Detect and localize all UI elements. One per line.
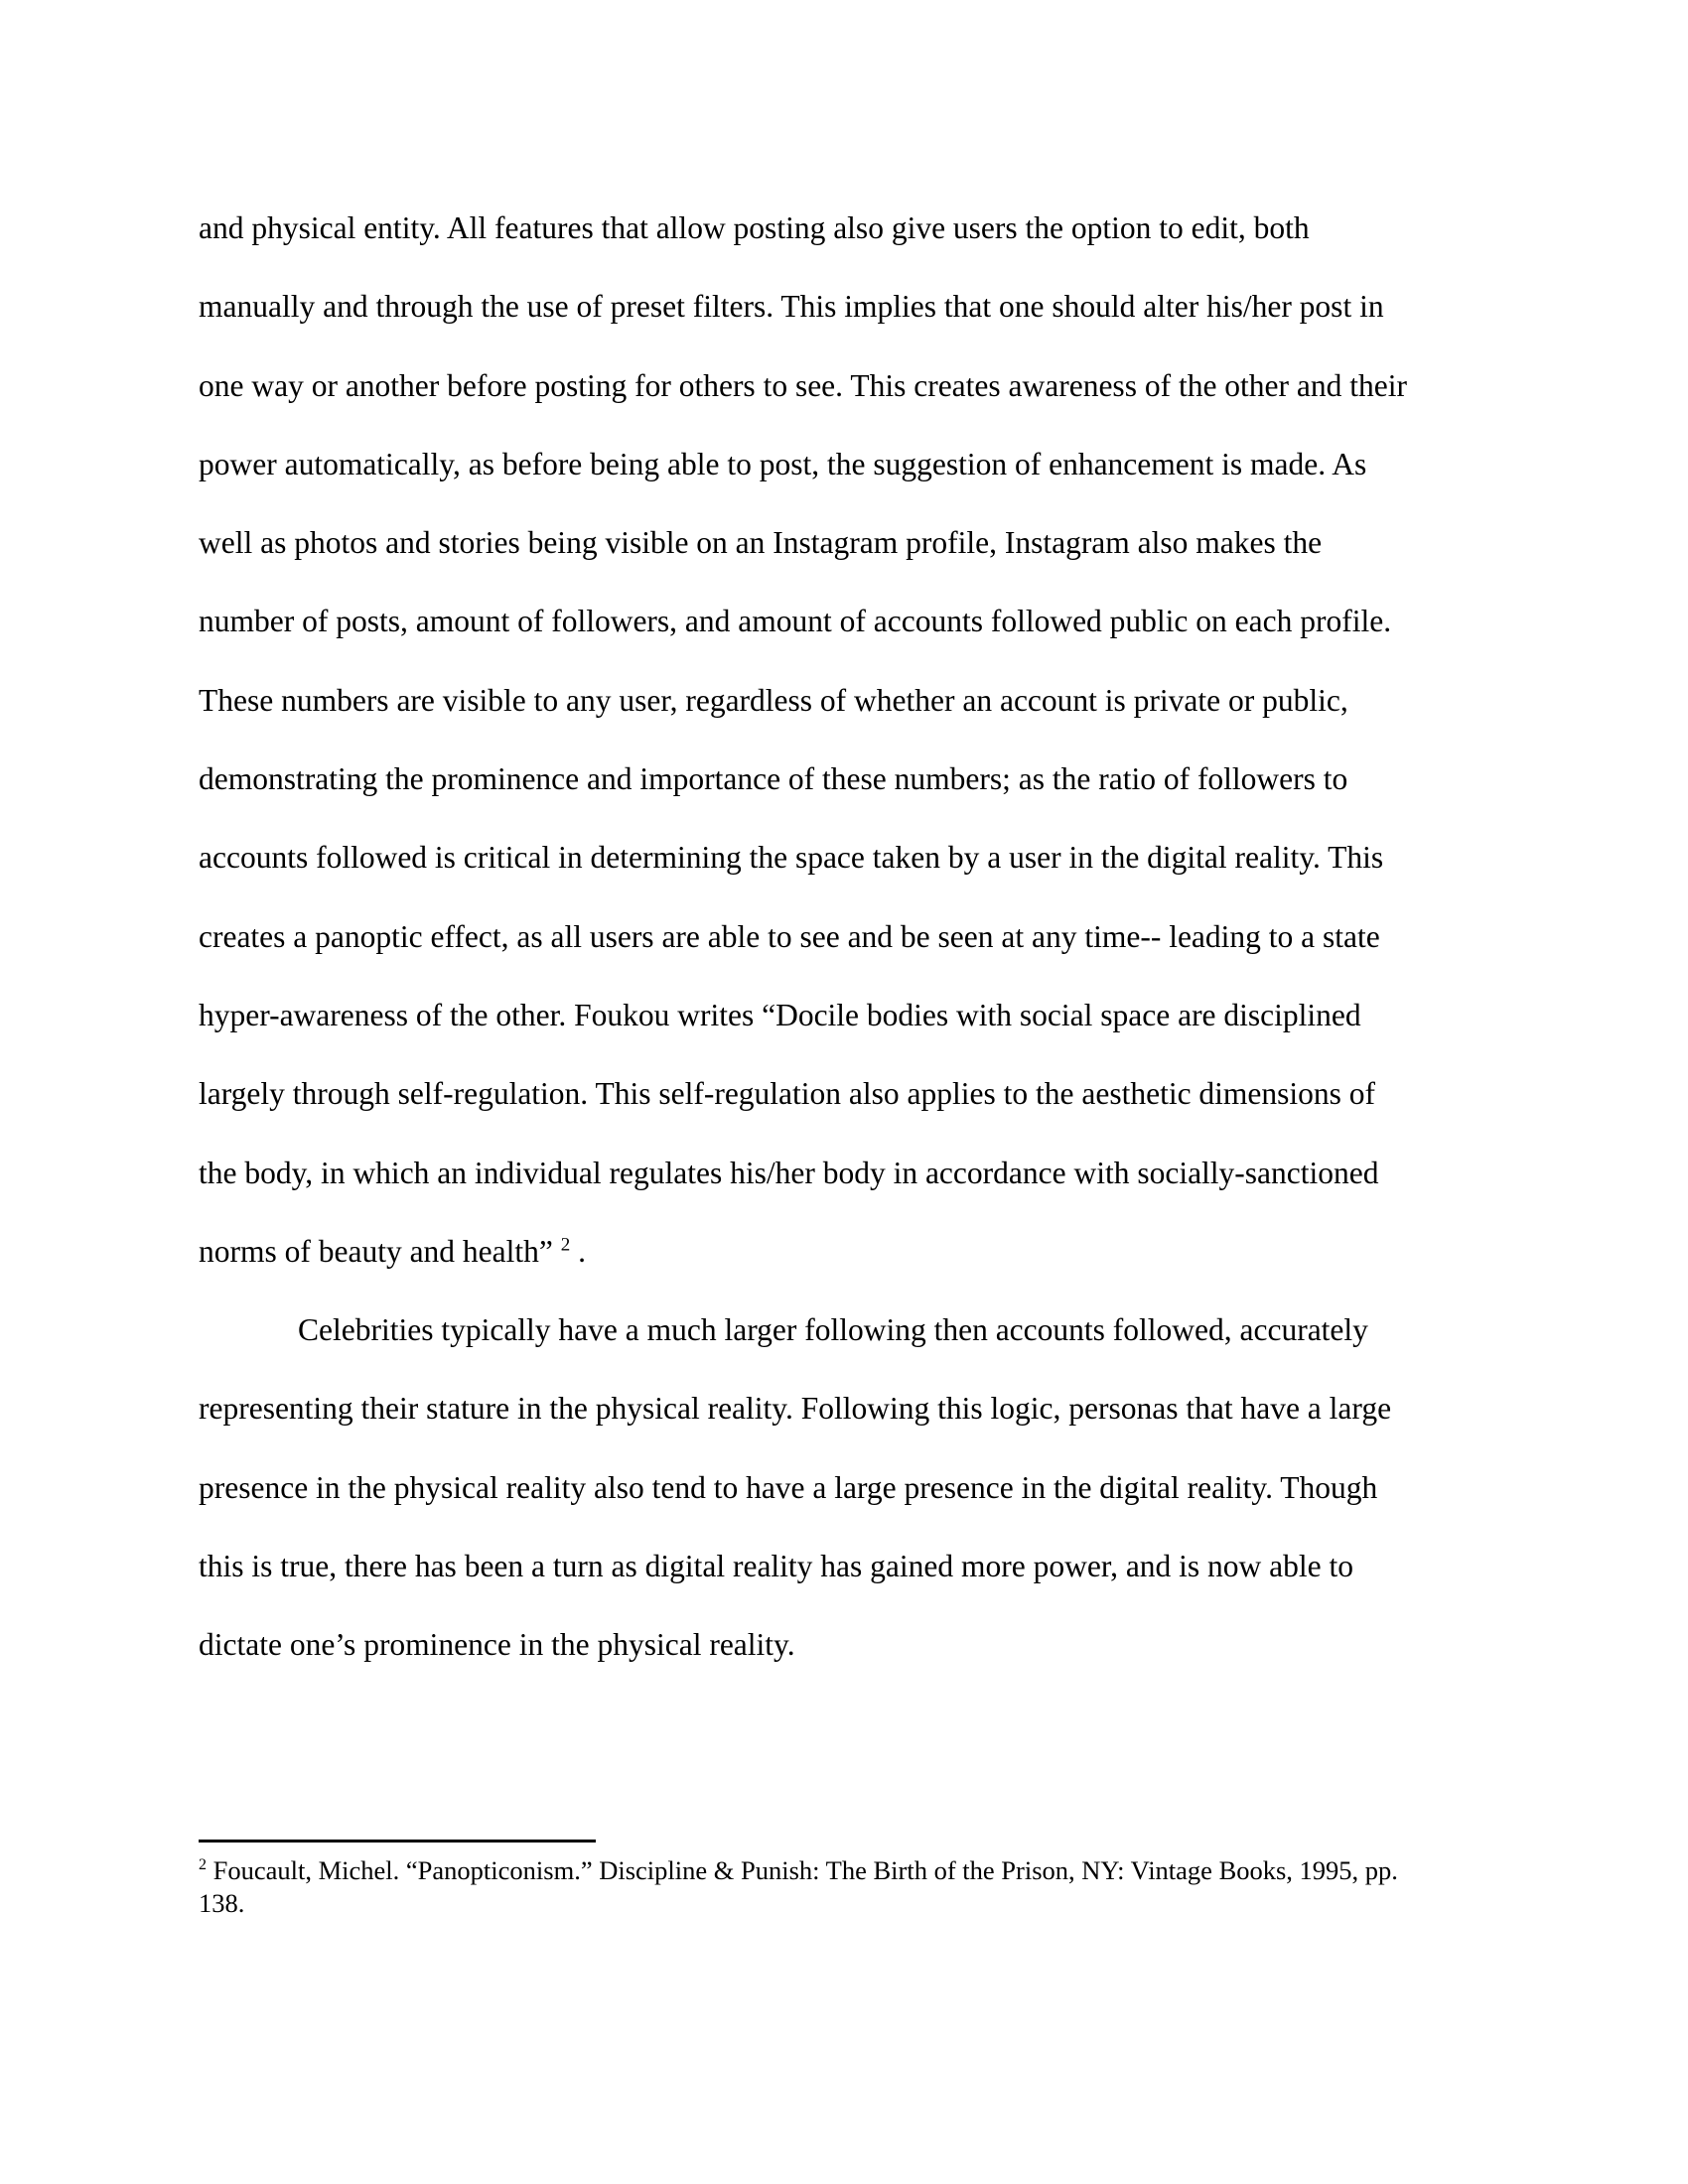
text-line: creates a panoptic effect, as all users are able to see and be seen at any time-- leading to a state <box>199 918 1380 954</box>
text-line: presence in the physical reality also tend to have a large presence in the digital reality. Though <box>199 1469 1378 1505</box>
footnote <box>199 1854 1499 1920</box>
paragraph-1 <box>199 189 1499 1291</box>
text-line: manually and through the use of preset filters. This implies that one should alter his/her post in <box>199 289 1384 325</box>
footnote-mark: 2 <box>199 1856 207 1874</box>
text-line-last <box>199 1212 1499 1291</box>
text-line: one way or another before posting for others to see. This creates awareness of the other and their <box>199 367 1407 403</box>
text-line-content: norms of beauty and health” <box>199 1233 561 1269</box>
text-line: demonstrating the prominence and importance of these numbers; as the ratio of followers to <box>199 761 1348 797</box>
text-line: power automatically, as before being able to post, the suggestion of enhancement is made. As <box>199 446 1367 481</box>
text-line: largely through self-regulation. This self-regulation also applies to the aesthetic dimensions of <box>199 1076 1376 1112</box>
footnote-separator <box>199 1840 596 1843</box>
footnote-line <box>199 1854 1499 1887</box>
footnote-reference[interactable]: 2 <box>560 1234 571 1256</box>
paragraph-2 <box>199 1291 1499 1684</box>
text-line: and physical entity. All features that allow posting also give users the option to edit, both <box>199 210 1310 245</box>
body-text <box>199 189 1499 1685</box>
text-line-end: . <box>570 1233 587 1269</box>
footnote-line: 138. <box>199 1888 245 1918</box>
text-line: number of posts, amount of followers, and amount of accounts followed public on each profile. <box>199 604 1392 639</box>
text-line: representing their stature in the physical reality. Following this logic, personas that have a large <box>199 1391 1392 1427</box>
text-line: accounts followed is critical in determining the space taken by a user in the digital reality. This <box>199 840 1384 876</box>
text-line: the body, in which an individual regulates his/her body in accordance with socially-sanctioned <box>199 1155 1379 1190</box>
footnote-text: Foucault, Michel. “Panopticonism.” Discipline & Punish: The Birth of the Prison, NY: Vintage Books, 1995, pp. <box>207 1855 1398 1885</box>
text-line: this is true, there has been a turn as digital reality has gained more power, and is now able to <box>199 1549 1354 1584</box>
text-line: These numbers are visible to any user, regardless of whether an account is private or public, <box>199 682 1348 718</box>
text-line: hyper-awareness of the other. Foukou writes “Docile bodies with social space are disciplined <box>199 997 1361 1032</box>
text-line: well as photos and stories being visible on an Instagram profile, Instagram also makes the <box>199 525 1323 561</box>
text-line: Celebrities typically have a much larger following then accounts followed, accurately <box>298 1312 1368 1348</box>
text-line: dictate one’s prominence in the physical reality. <box>199 1627 795 1663</box>
